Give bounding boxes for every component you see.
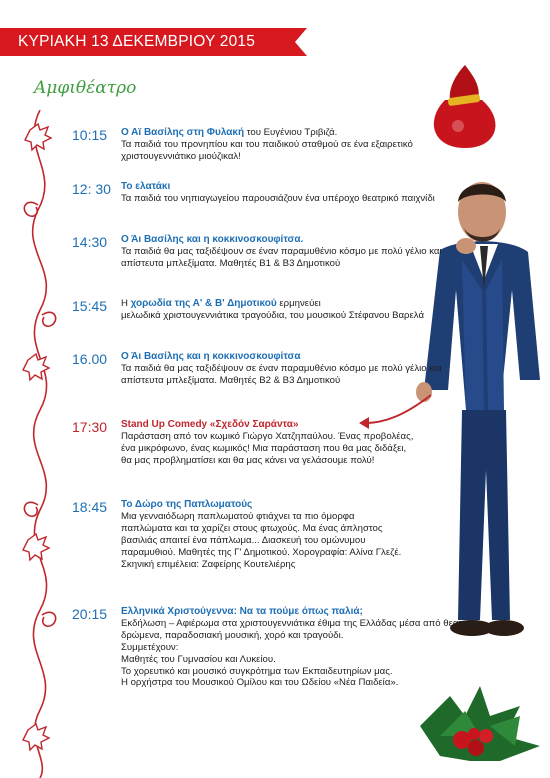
banner-notch: [295, 28, 307, 56]
event-description: Τα παιδιά θα μας ταξιδέψουν σε έναν παραμυθένιο κόσμο με πολύ γέλιο και απίστευτα μπλεξίματα. Μαθητές Β2 & Β3 Δημοτικού: [121, 362, 442, 386]
event-title: Stand Up Comedy «Σχεδόν Σαράντα»: [121, 419, 299, 430]
event-description: Τα παιδιά του νηπιαγωγείου παρουσιάζουν ένα υπέροχο θεατρικό παιχνίδι: [121, 192, 435, 204]
event-description-line: Η ορχήστρα του Μουσικού Ομίλου και του Ωδείου «Νέα Παιδεία».: [121, 677, 399, 689]
event-title-prefix: Η: [121, 298, 131, 309]
event-description: Τα παιδιά του προνηπίου και του παιδικού σταθμού σε ένα εξαιρετικό χριστουγεννιάτικο μιούζικαλ!: [121, 138, 413, 162]
event-description: Τα παιδιά θα μας ταξιδέψουν σε έναν παραμυθένιο κόσμο με πολύ γέλιο και απίστευτα μπλεξίματα. Μαθητές Β1 & Β3 Δημοτικού: [121, 245, 442, 269]
event-title: Ο Αϊ Βασίλης στη Φυλακή: [121, 127, 245, 138]
holly-leaf-icon: [23, 724, 49, 750]
event-time: 18:45: [72, 499, 108, 515]
event-time: 15:45: [72, 298, 108, 314]
event-title: Ελληνικά Χριστούγεννα: Να τα πούμε όπως παλιά;: [121, 606, 363, 617]
event-item: [72, 298, 477, 322]
event-item: [72, 499, 402, 570]
event-description-line: Το χορευτικό και μουσικό συγκρότημα των Εκπαιδευτηρίων μας.: [121, 665, 393, 677]
event-item: [72, 234, 477, 270]
event-description-line: Μαθητές του Γυμνασίου και Λυκείου.: [121, 653, 276, 665]
event-item: [72, 606, 512, 689]
event-description: Μια γενναιόδωρη παπλωματού φτιάχνει τα πιο όμορφα παπλώματα και τα χαρίζει στους φτωχούς. Μα ένας άπληστος βασιλιάς απαιτεί ένα πάπλωμα... Διασκευή του ομώνυμου παραμυθιού. Μαθητές της Γ' Δημοτικού. Χορογραφία: Αλίνα Γλεζέ. Σκηνική επιμέλεια: Ζαφείρης Κουτελιέρης: [121, 510, 402, 570]
event-title: Ο Άι Βασίλης και η κοκκινοσκουφίτσα.: [121, 234, 304, 245]
event-item: [72, 351, 477, 387]
vine-decoration: [0, 110, 70, 778]
event-description: μελωδικά χριστουγεννιάτικα τραγούδια, του μουσικού Στέφανου Βαρελά: [121, 309, 424, 321]
event-title: Το ελατάκι: [121, 181, 171, 192]
event-item: [72, 419, 417, 467]
event-title: Το Δώρο της Παπλωματούς: [121, 499, 253, 510]
event-time: 14:30: [72, 234, 108, 250]
event-title: Ο Άι Βασίλης και η κοκκινοσκουφίτσα: [121, 351, 301, 362]
event-item: [72, 181, 477, 205]
event-item: [72, 127, 477, 163]
event-title: χορωδία της Α' & Β' Δημοτικού: [130, 298, 277, 309]
event-description-line: Εκδήλωση – Αφιέρωμα στα χριστουγεννιάτικα έθιμα της Ελλάδας μέσα από θεατρικά δρώμενα, παραδοσιακή μουσική, χορό και τραγούδι.: [121, 617, 481, 641]
date-banner: ΚΥΡΙΑΚΗ 13 ΔΕΚΕΜΒΡΙΟΥ 2015: [0, 28, 295, 56]
event-time: 17:30: [72, 419, 108, 435]
event-time: 10:15: [72, 127, 108, 143]
event-description: Παράσταση από τον κωμικό Γιώργο Χατζηπαύλου. Ένας προβολέας, ένα μικρόφωνο, ένας κωμικός! Μια παράσταση που θα μας διδάξει, θα μας προβληματίσει και θα μας κάνει να γελάσουμε πολύ!: [121, 430, 414, 466]
event-description-line: Συμμετέχουν:: [121, 641, 179, 653]
event-time: 16.00: [72, 351, 108, 367]
event-time: 20:15: [72, 606, 108, 622]
holly-leaf-icon: [23, 534, 49, 560]
venue-title: Αμφιθέατρο: [34, 78, 137, 98]
event-title-rest: ερμηνεύει: [276, 298, 321, 309]
event-title-rest: του Ευγένιου Τριβιζά.: [244, 127, 338, 138]
holly-leaf-icon: [25, 124, 51, 150]
event-time: 12: 30: [72, 181, 111, 197]
